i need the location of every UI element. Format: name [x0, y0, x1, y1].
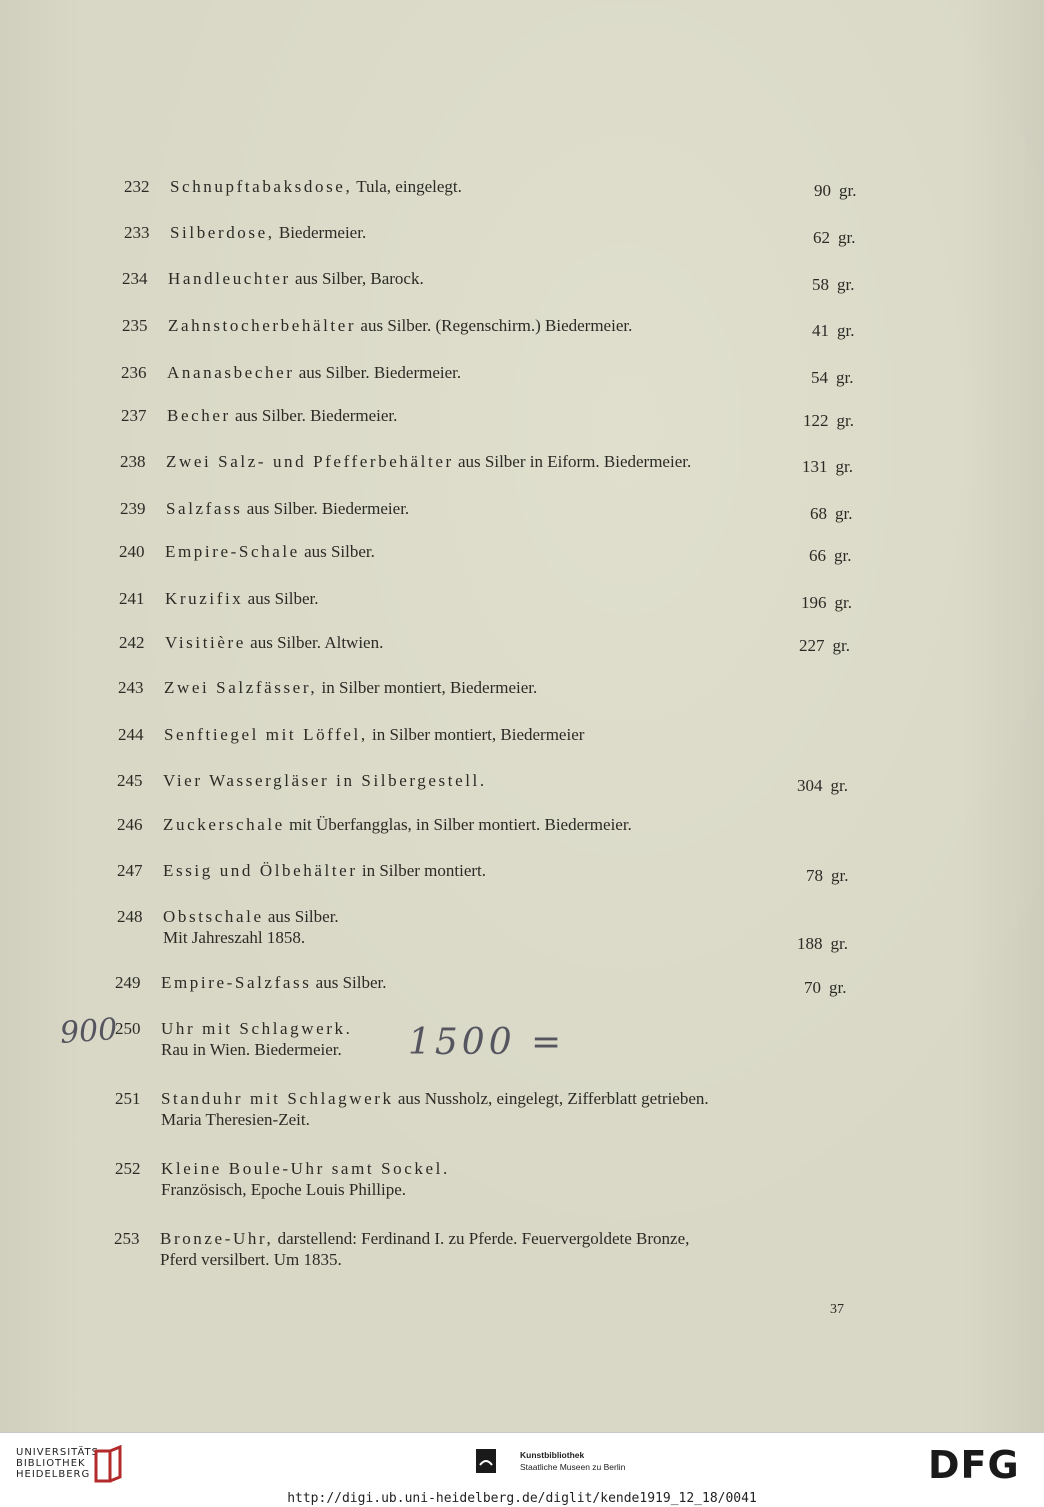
weight-value: 90: [814, 181, 831, 200]
weight-value: 54: [811, 368, 828, 387]
entry-number: 236: [121, 363, 147, 382]
entry-description: [164, 724, 584, 746]
entry-weight: [814, 181, 856, 201]
weight-value: 66: [809, 546, 826, 565]
entry-number: 238: [120, 452, 146, 471]
kb-subtitle: Staatliche Museen zu Berlin: [520, 1462, 626, 1472]
entry-number: 248: [117, 907, 143, 926]
entry-description: [163, 906, 339, 928]
entry-text: aus Silber. Biedermeier.: [242, 499, 410, 518]
entry-weight: [801, 593, 852, 613]
entry-keyword: Schnupftabaksdose,: [170, 177, 353, 196]
entry-text: aus Silber. (Regenschirm.) Biedermeier.: [356, 316, 633, 335]
kunstbibliothek-logo[interactable]: [520, 1449, 625, 1473]
entry-description: [164, 677, 537, 699]
entry-second-line: Rau in Wien. Biedermeier.: [161, 1040, 342, 1059]
weight-value: 122: [803, 411, 829, 430]
entry-number: 250: [115, 1019, 141, 1038]
entry-number: 241: [119, 589, 145, 608]
weight-value: 70: [804, 978, 821, 997]
entry-description: [166, 498, 409, 520]
entry-number: 251: [115, 1089, 141, 1108]
footer-bar: [0, 1432, 1044, 1507]
entry-weight: [806, 866, 848, 886]
entry-keyword: Uhr mit Schlagwerk.: [161, 1019, 353, 1038]
handwritten-price-note: 1500 =: [408, 1022, 566, 1063]
entry-description: [161, 1158, 450, 1180]
entry-description: [163, 770, 487, 792]
weight-unit: gr.: [836, 368, 854, 387]
entry-description: [166, 451, 691, 473]
entry-keyword: Zwei Salzfässer,: [164, 678, 318, 697]
weight-value: 227: [799, 636, 825, 655]
entry-weight: [811, 368, 853, 388]
entry-keyword: Kruzifix: [165, 589, 244, 608]
ub-heidelberg-logo[interactable]: [16, 1447, 104, 1480]
entry-second-line: Französisch, Epoche Louis Phillipe.: [161, 1180, 407, 1199]
entry-description: [167, 362, 461, 384]
entry-keyword: Silberdose,: [170, 223, 275, 242]
entry-text: aus Silber.: [243, 589, 319, 608]
entry-keyword: Bronze-Uhr,: [160, 1229, 274, 1248]
weight-value: 304: [797, 776, 823, 795]
entry-text: aus Silber, Barock.: [290, 269, 424, 288]
entry-weight: [809, 546, 851, 566]
entry-keyword: Salzfass: [166, 499, 243, 518]
entry-second-line: Maria Theresien-Zeit.: [161, 1110, 310, 1129]
weight-unit: gr.: [836, 411, 854, 430]
entry-weight: [803, 411, 854, 431]
entry-keyword: Ananasbecher: [167, 363, 295, 382]
entry-text: aus Silber in Eiform. Biedermeier.: [453, 452, 692, 471]
entry-number: 252: [115, 1159, 141, 1178]
entry-weight: [797, 776, 848, 796]
weight-unit: gr.: [829, 978, 847, 997]
entry-keyword: Becher: [167, 406, 231, 425]
entry-number: 253: [114, 1229, 140, 1248]
entry-weight: [813, 228, 855, 248]
entry-keyword: Obstschale: [163, 907, 264, 926]
entry-description: [167, 405, 397, 427]
entry-keyword: Kleine Boule-Uhr samt Sockel.: [161, 1159, 450, 1178]
ub-logo-line: BIBLIOTHEK: [16, 1458, 86, 1469]
entry-description: [168, 315, 632, 337]
weight-unit: gr.: [839, 181, 857, 200]
entry-description: [165, 541, 375, 563]
entry-weight: [810, 504, 852, 524]
weight-unit: gr.: [831, 866, 849, 885]
entry-number: 242: [119, 633, 145, 652]
entry-number: 245: [117, 771, 143, 790]
entry-number: 247: [117, 861, 143, 880]
weight-value: 41: [812, 321, 829, 340]
entry-text: aus Silber.: [263, 907, 339, 926]
weight-unit: gr.: [835, 457, 853, 476]
weight-unit: gr.: [830, 934, 848, 953]
weight-value: 68: [810, 504, 827, 523]
kb-title: Kunstbibliothek: [520, 1450, 585, 1460]
weight-value: 131: [802, 457, 828, 476]
entry-number: 235: [122, 316, 148, 335]
entry-description: [161, 972, 387, 994]
weight-unit: gr.: [834, 593, 852, 612]
weight-value: 188: [797, 934, 823, 953]
entry-number: 249: [115, 973, 141, 992]
entry-keyword: Empire-Schale: [165, 542, 300, 561]
entry-description: [161, 1018, 353, 1040]
entry-second-line: Pferd versilbert. Um 1835.: [160, 1250, 342, 1269]
entry-weight: [802, 457, 853, 477]
entry-text: mit Überfangglas, in Silber montiert. Biedermeier.: [284, 815, 632, 834]
weight-unit: gr.: [838, 228, 856, 247]
permalink-url[interactable]: http://digi.ub.uni-heidelberg.de/diglit/kende1919_12_18/0041: [287, 1491, 757, 1506]
weight-unit: gr.: [837, 275, 855, 294]
weight-unit: gr.: [835, 504, 853, 523]
entry-number: 246: [117, 815, 143, 834]
dfg-logo[interactable]: DFG: [928, 1443, 1020, 1487]
entry-text: aus Silber.: [299, 542, 375, 561]
entry-keyword: Essig und Ölbehälter: [163, 861, 358, 880]
entry-number: 243: [118, 678, 144, 697]
entry-number: 240: [119, 542, 145, 561]
entry-keyword: Zahnstocherbehälter: [168, 316, 357, 335]
entry-description: [163, 814, 632, 836]
entry-description: [160, 1228, 689, 1250]
entry-number: 234: [122, 269, 148, 288]
page-number: 37: [830, 1302, 844, 1317]
ub-logo-line: HEIDELBERG: [16, 1469, 91, 1480]
margin-handwritten-note: 900: [58, 1012, 119, 1051]
entry-description: [163, 860, 486, 882]
entry-number: 239: [120, 499, 146, 518]
entry-description: [168, 268, 424, 290]
entry-text: aus Silber. Altwien.: [245, 633, 384, 652]
entry-description: [165, 632, 383, 654]
entry-weight: [812, 321, 854, 341]
weight-value: 62: [813, 228, 830, 247]
entry-number: 244: [118, 725, 144, 744]
weight-value: 196: [801, 593, 827, 612]
entry-keyword: Empire-Salzfass: [161, 973, 312, 992]
entry-keyword: Senftiegel mit Löffel,: [164, 725, 368, 744]
entry-description: [170, 222, 366, 244]
ub-heidelberg-emblem-icon: [92, 1445, 124, 1485]
weight-unit: gr.: [832, 636, 850, 655]
entry-text: in Silber montiert.: [357, 861, 487, 880]
weight-unit: gr.: [830, 776, 848, 795]
entry-keyword: Zwei Salz- und Pfefferbehälter: [166, 452, 454, 471]
weight-value: 58: [812, 275, 829, 294]
entry-keyword: Standuhr mit Schlagwerk: [161, 1089, 394, 1108]
weight-unit: gr.: [834, 546, 852, 565]
entry-keyword: Visitière: [165, 633, 246, 652]
entry-keyword: Handleuchter: [168, 269, 291, 288]
entry-number: 233: [124, 223, 150, 242]
entry-text: aus Silber. Biedermeier.: [294, 363, 462, 382]
entry-text: in Silber montiert, Biedermeier.: [317, 678, 538, 697]
weight-value: 78: [806, 866, 823, 885]
weight-unit: gr.: [837, 321, 855, 340]
entry-keyword: Zuckerschale: [163, 815, 285, 834]
entry-description: [165, 588, 319, 610]
entry-weight: [799, 636, 850, 656]
entry-text: aus Nussholz, eingelegt, Zifferblatt getrieben.: [393, 1089, 709, 1108]
ub-logo-line: UNIVERSITÄTS-: [16, 1447, 104, 1458]
entry-text: aus Silber.: [311, 973, 387, 992]
entry-keyword: Vier Wassergläser in Silbergestell.: [163, 771, 487, 790]
entry-text: darstellend: Ferdinand I. zu Pferde. Feuervergoldete Bronze,: [273, 1229, 690, 1248]
entry-weight: [812, 275, 854, 295]
entry-second-line: Mit Jahreszahl 1858.: [163, 928, 306, 947]
kunstbibliothek-emblem-icon: [476, 1449, 496, 1473]
entry-text: Tula, eingelegt.: [352, 177, 462, 196]
entry-text: Biedermeier.: [274, 223, 367, 242]
entry-description: [170, 176, 462, 198]
entry-weight: [804, 978, 846, 998]
entry-description: [161, 1088, 709, 1110]
entry-text: aus Silber. Biedermeier.: [230, 406, 398, 425]
entry-text: in Silber montiert, Biedermeier: [367, 725, 585, 744]
entry-number: 237: [121, 406, 147, 425]
entry-number: 232: [124, 177, 150, 196]
entry-weight: [797, 934, 848, 954]
